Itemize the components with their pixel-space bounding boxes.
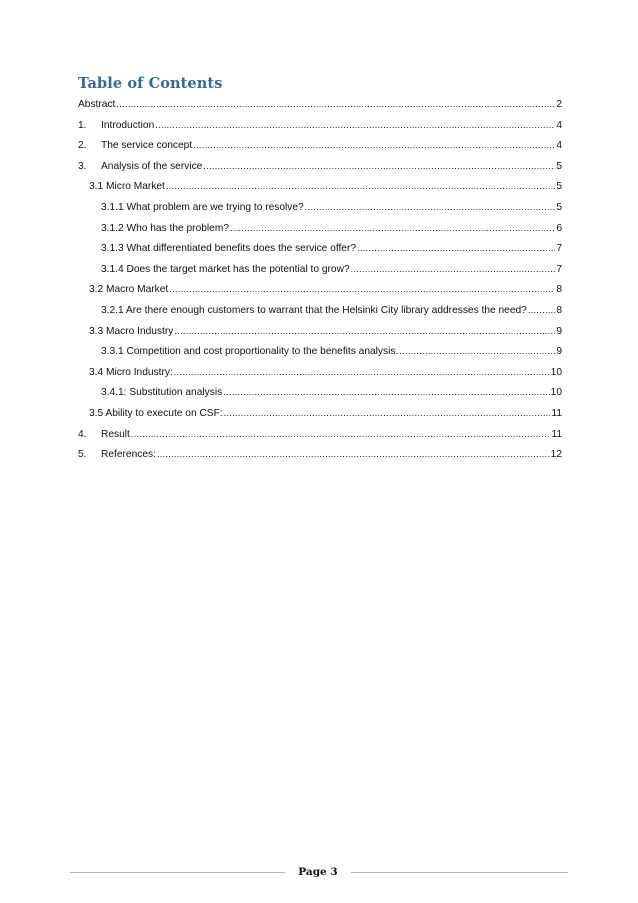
toc-entry-number: 1. bbox=[78, 119, 87, 131]
toc-entry[interactable] bbox=[78, 276, 562, 297]
table-of-contents bbox=[78, 95, 562, 461]
toc-dot-leader bbox=[155, 119, 555, 132]
toc-dot-leader bbox=[305, 201, 556, 214]
toc-entry[interactable] bbox=[78, 296, 562, 317]
toc-entry-title: 3.1.1 What problem are we trying to resolve? bbox=[101, 201, 304, 213]
toc-entry[interactable] bbox=[78, 132, 562, 153]
page-number: Page 3 bbox=[298, 866, 338, 878]
toc-dot-leader bbox=[193, 139, 555, 152]
toc-entry-page-number: 12 bbox=[550, 449, 562, 461]
toc-entry-page-number: 5 bbox=[556, 201, 562, 213]
toc-entry[interactable] bbox=[78, 338, 562, 359]
toc-dot-leader bbox=[166, 180, 555, 193]
toc-dot-leader bbox=[230, 222, 555, 235]
toc-dot-leader bbox=[174, 366, 550, 379]
toc-entry-page-number: 6 bbox=[556, 222, 562, 234]
toc-entry[interactable] bbox=[78, 317, 562, 338]
toc-entry-page-number: 10 bbox=[550, 366, 562, 378]
toc-entry-title: Introduction bbox=[101, 119, 155, 131]
toc-entry-title: Abstract bbox=[78, 99, 116, 110]
toc-entry-title: 3.3 Macro Industry bbox=[89, 325, 174, 337]
toc-entry-page-number: 9 bbox=[556, 325, 562, 337]
toc-entry-page-number: 11 bbox=[551, 407, 562, 419]
toc-entry-page-number: 4 bbox=[556, 140, 562, 152]
toc-entry[interactable] bbox=[78, 152, 562, 173]
toc-entry[interactable] bbox=[78, 95, 562, 111]
toc-entry-title: 3.4 Micro Industry: bbox=[89, 366, 173, 378]
footer-rule-right bbox=[351, 872, 568, 873]
toc-dot-leader bbox=[203, 160, 555, 173]
toc-entry-title: 3.1 Micro Market bbox=[89, 181, 165, 193]
toc-entry[interactable] bbox=[78, 255, 562, 276]
toc-dot-leader bbox=[174, 325, 555, 338]
toc-dot-leader bbox=[223, 386, 549, 399]
toc-entry-page-number: 5 bbox=[556, 160, 562, 172]
toc-entry-page-number: 7 bbox=[556, 263, 562, 275]
toc-entry-page-number: 5 bbox=[556, 181, 562, 193]
toc-entry-number: 3. bbox=[78, 160, 87, 172]
toc-entry[interactable] bbox=[78, 399, 562, 420]
toc-dot-leader bbox=[351, 263, 556, 276]
toc-entry-title: 3.3.1 Competition and cost proportionality to the benefits analysis. bbox=[101, 346, 399, 358]
toc-entry[interactable] bbox=[78, 358, 562, 379]
toc-entry-title: Analysis of the service bbox=[101, 160, 203, 172]
toc-entry[interactable] bbox=[78, 235, 562, 256]
toc-dot-leader bbox=[116, 98, 555, 111]
toc-entry-number: 4. bbox=[78, 428, 87, 440]
toc-dot-leader bbox=[399, 345, 555, 358]
toc-title: Table of Contents bbox=[78, 75, 223, 92]
toc-entry[interactable] bbox=[78, 214, 562, 235]
toc-entry-title: Result bbox=[101, 428, 130, 440]
toc-entry-title: The service concept bbox=[101, 140, 193, 152]
toc-entry-page-number: 8 bbox=[556, 304, 562, 316]
toc-dot-leader bbox=[169, 283, 555, 296]
toc-entry[interactable] bbox=[78, 379, 562, 400]
toc-entry-page-number: 8 bbox=[556, 284, 562, 296]
toc-entry-number: 2. bbox=[78, 140, 87, 152]
footer-rule-left bbox=[70, 872, 285, 873]
toc-entry-title: 3.2.1 Are there enough customers to warrant that the Helsinki City library addresses the need? bbox=[101, 304, 527, 316]
toc-entry-page-number: 10 bbox=[550, 387, 562, 399]
toc-entry-title: 3.1.4 Does the target market has the potential to grow? bbox=[101, 263, 350, 275]
toc-entry[interactable] bbox=[78, 173, 562, 194]
toc-entry[interactable] bbox=[78, 193, 562, 214]
toc-entry[interactable] bbox=[78, 111, 562, 132]
toc-dot-leader bbox=[224, 407, 551, 420]
toc-entry-title: 3.4.1: Substitution analysis bbox=[101, 387, 223, 399]
toc-entry-title: 3.1.3 What differentiated benefits does the service offer? bbox=[101, 243, 357, 255]
toc-entry-title: 3.1.2 Who has the problem? bbox=[101, 222, 229, 234]
toc-entry[interactable] bbox=[78, 420, 562, 441]
toc-entry-number: 5. bbox=[78, 449, 87, 461]
toc-dot-leader bbox=[131, 428, 551, 441]
toc-entry-page-number: 11 bbox=[551, 428, 562, 440]
page-footer bbox=[70, 865, 568, 879]
toc-dot-leader bbox=[528, 304, 555, 317]
toc-entry[interactable] bbox=[78, 441, 562, 462]
toc-dot-leader bbox=[357, 242, 555, 255]
toc-entry-title: References: bbox=[101, 449, 156, 461]
toc-entry-page-number: 7 bbox=[556, 243, 562, 255]
toc-entry-page-number: 4 bbox=[556, 119, 562, 131]
toc-entry-page-number: 2 bbox=[556, 99, 562, 110]
toc-dot-leader bbox=[157, 448, 550, 461]
toc-entry-page-number: 9 bbox=[556, 346, 562, 358]
toc-entry-title: 3.2 Macro Market bbox=[89, 284, 169, 296]
toc-entry-title: 3.5 Ability to execute on CSF: bbox=[89, 407, 223, 419]
